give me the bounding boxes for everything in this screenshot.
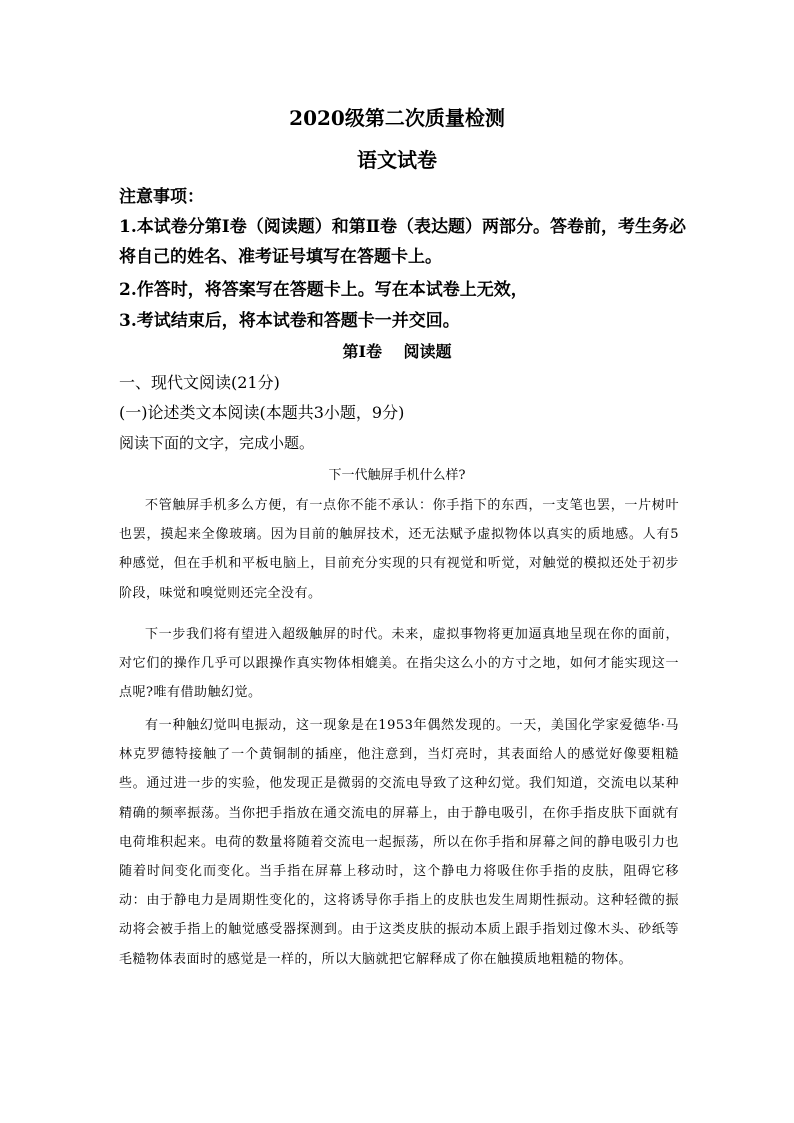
section-title: 一、现代文阅读(21分) [119, 373, 280, 392]
notice-item-1-line-1: 1.本试卷分第Ⅰ卷（阅读题）和第Ⅱ卷（表达题）两部分。答卷前，考生务必 [119, 217, 687, 237]
article-paragraph: 有一种触幻觉叫电振动，这一现象是在1953年偶然发现的。一天，美国化学家爱德华·马林克罗德特接触了一个黄铜制的插座，他注意到，当灯亮时，其表面给人的感觉好像要粗糙些。通过进一步的实验，他发现正是微弱的交流电导致了这种幻觉。我们知道，交流电以某种精确的频率振荡。当你把手指放在通交流电的屏幕上，由于静电吸引，在你手指皮肤下面就有电荷堆积起来。电荷的数量将随着交流电一起振荡，所以在你手指和屏幕之间的静电吸引力也随着时间变化而变化。当手指在屏幕上移动时，这个静电力将吸住你手指的皮肤，阻碍它移动：由于静电力是周期性变化的，这将诱导你手指上的皮肤也发生周期性振动。这种轻微的振动将会被手指上的触觉感受器探测到。由于这类皮肤的振动本质上跟手指划过像木头、砂纸等毛糙物体表面时的感觉是一样的，所以大脑就把它解释成了你在触摸质地粗糙的物体。 [119, 718, 679, 967]
notice-heading: 注意事项： [119, 187, 204, 207]
article-paragraph: 不管触屏手机多么方便，有一点你不能不承认：你手指下的东西，一支笔也罢，一片树叶也罢，摸起来全像玻璃。因为目前的触屏技术，还无法赋予虚拟物体以真实的质地感。人有5种感觉，但在手机和平板电脑上，目前充分实现的只有视觉和听觉，对触觉的模拟还处于初步阶段，味觉和嗅觉则还完全没有。 [119, 498, 679, 601]
reading-instruction: 阅读下面的文字，完成小题。 [119, 434, 315, 452]
article-title: 下一代触屏手机什么样? [328, 468, 466, 483]
notice-item-1-line-2: 将自己的姓名、准考证号填写在答题卡上。 [119, 247, 442, 267]
notice-item-2: 2.作答时，将答案写在答题卡上。写在本试卷上无效， [119, 280, 528, 300]
notice-item-3: 3.考试结束后，将本试卷和答题卡一并交回。 [119, 311, 460, 331]
article-paragraph: 下一步我们将有望进入超级触屏的时代。未来，虚拟事物将更加逼真地呈现在你的面前，对它们的操作几乎可以跟操作真实物体相媲美。在指尖这么小的方寸之地，如何才能实现这一点呢?唯有借助触幻觉。 [119, 627, 679, 701]
subject-title: 语文试卷 [357, 148, 437, 172]
subsection-title: (一)论述类文本阅读(本题共3小题，9分) [119, 403, 405, 422]
part1-title: 第Ⅰ卷 阅读题 [342, 342, 452, 361]
exam-title: 2020级第二次质量检测 [289, 106, 505, 130]
